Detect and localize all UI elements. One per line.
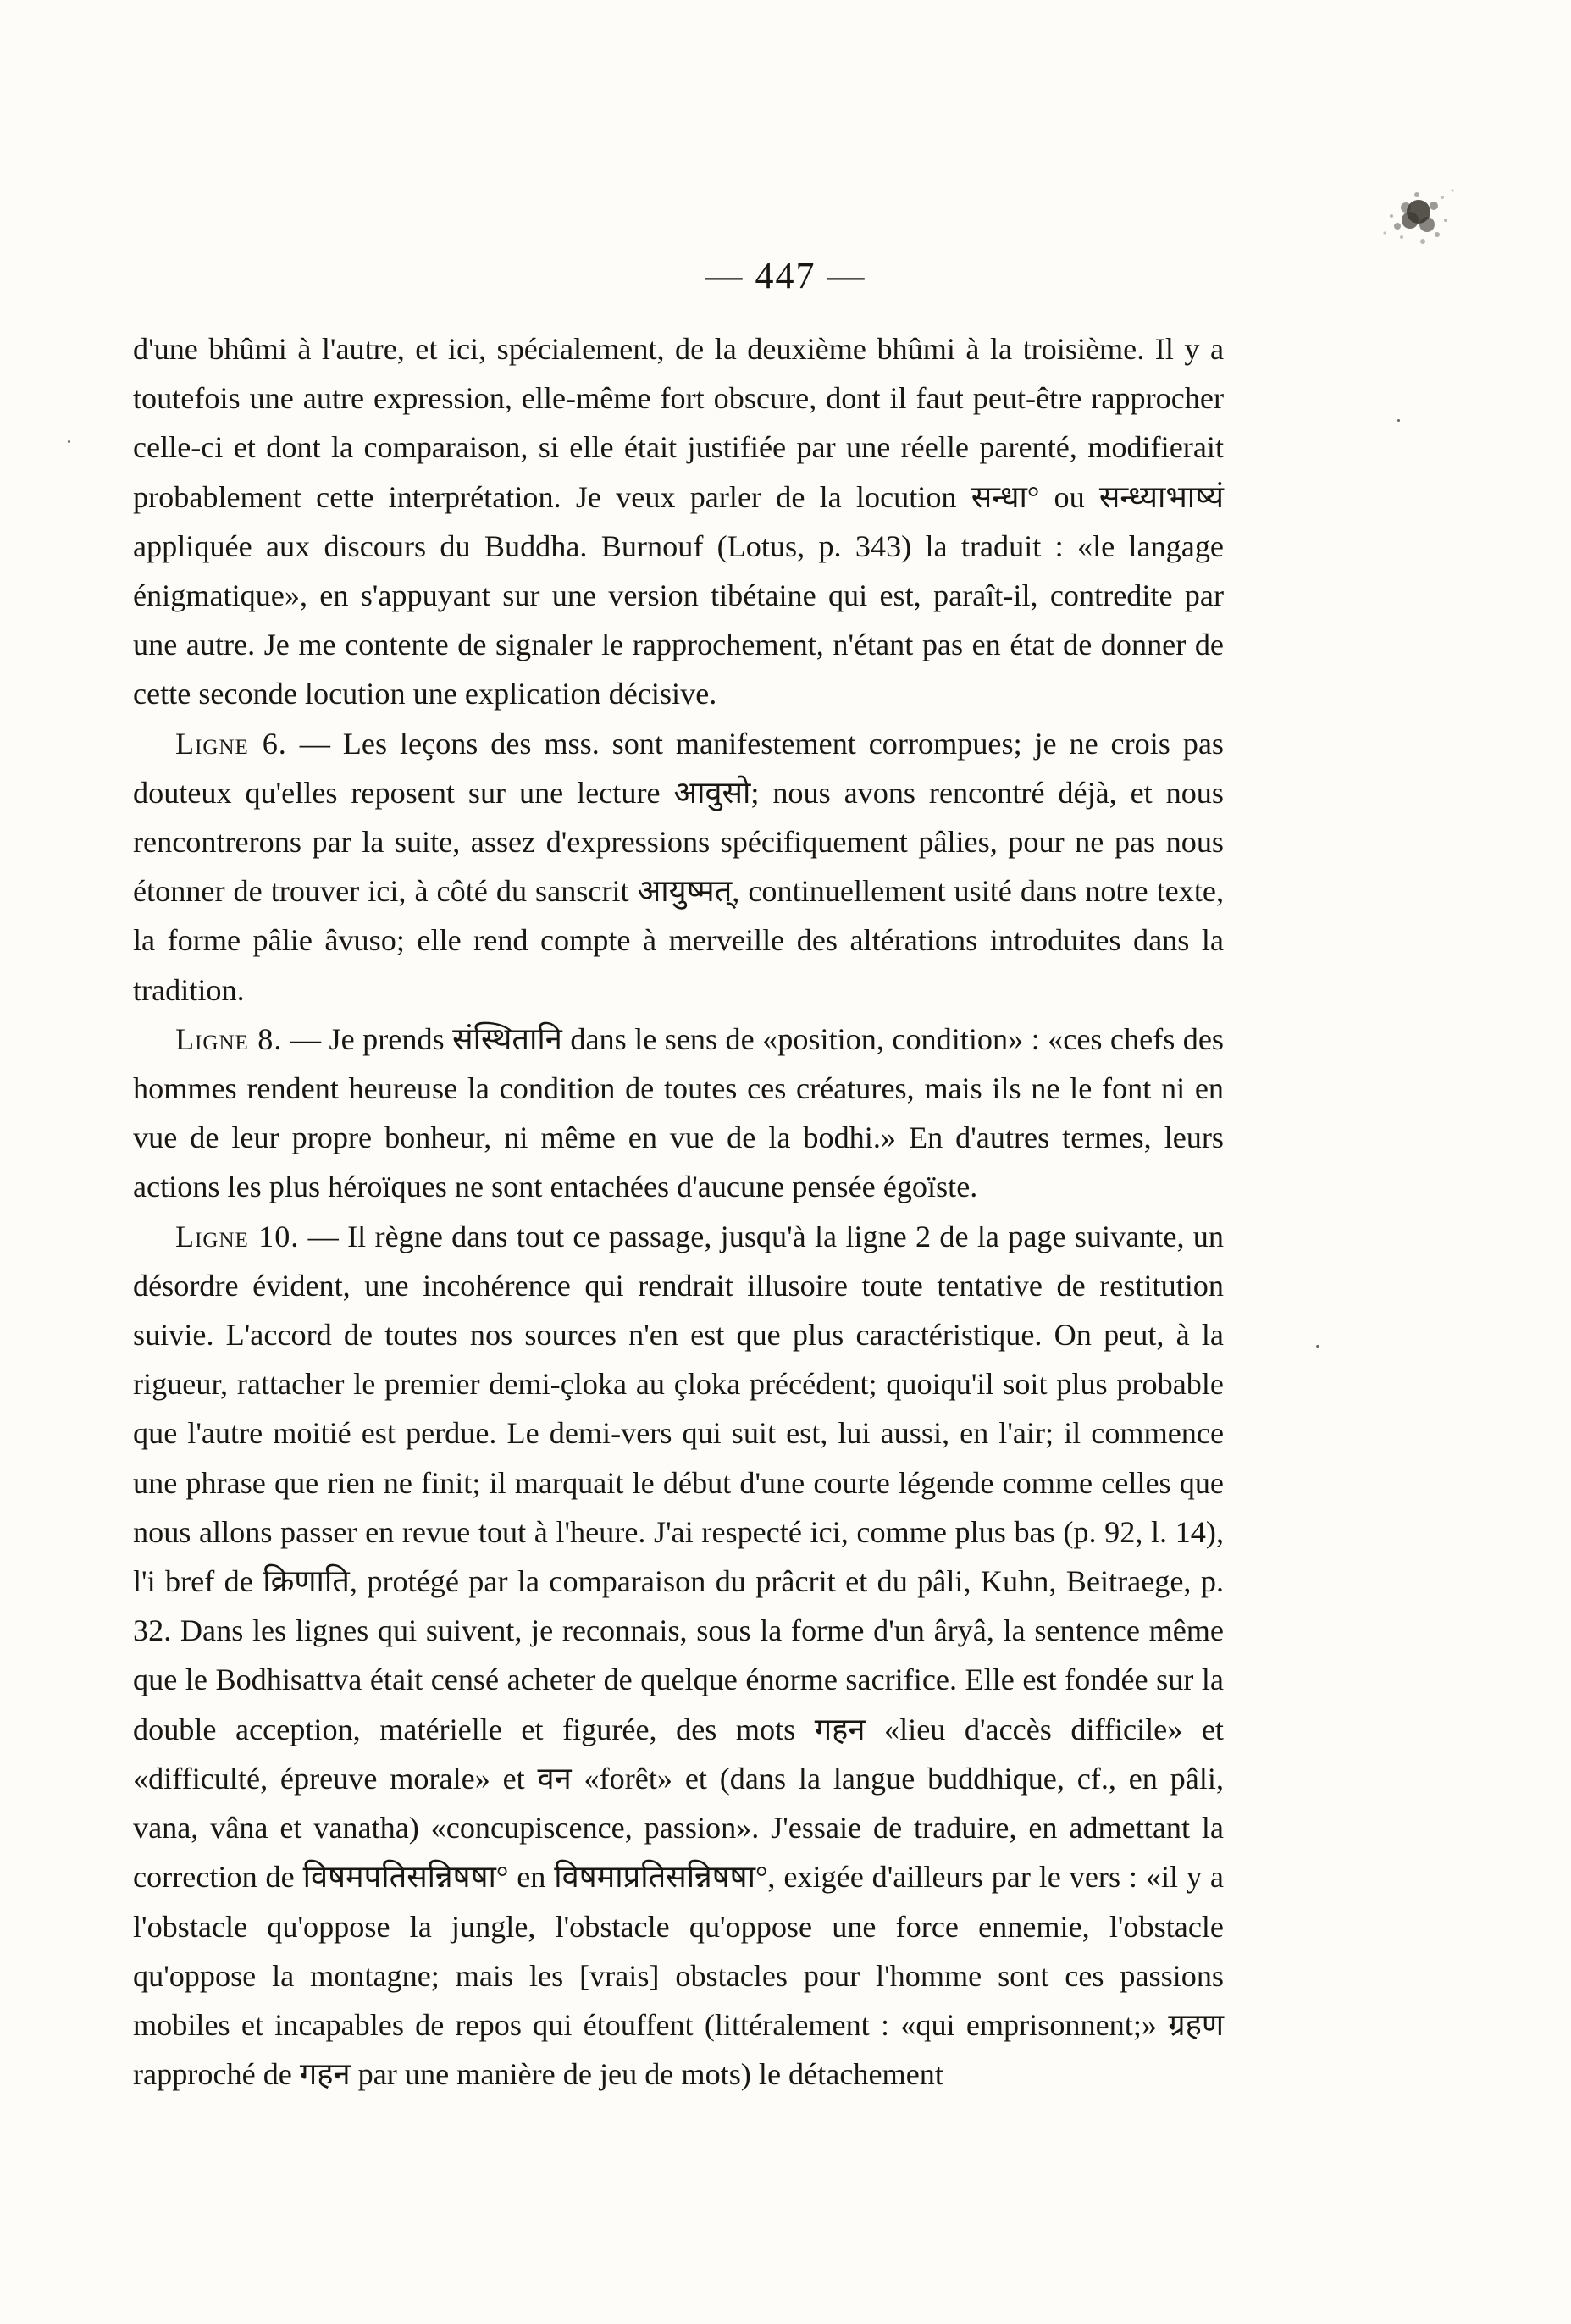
paragraph-text: — Je prends संस्थितानि dans le sens de «position, condition» : «ces chefs des hommes rendent heureuse la condition de toutes ces créatures, mais ils ne le font ni en vue de leur propre bonheur, ni même en vue de la bodhi.» En d'autres termes, leurs actions les plus héroïques ne sont entachées d'aucune pensée égoïste. xyxy=(133,1021,1224,1204)
stray-mark xyxy=(68,440,70,443)
stray-mark xyxy=(1316,1345,1319,1348)
ink-blot-mark xyxy=(1368,174,1461,267)
line-label: Ligne 8. xyxy=(175,1021,283,1056)
paragraph-text: d'une bhûmi à l'autre, et ici, spécialement, de la deuxième bhûmi à la troisième. Il y a toutefois une autre expression, elle-même fort obscure, dont il faut peut-être rapprocher celle-ci et dont la comparaison, si elle était justifiée par une réelle parenté, modifierait probablement cette interprétation. Je veux parler de la locution सन्धा° ou सन्ध्याभाष्यं appliquée aux discours du Buddha. Burnouf (Lotus, p. 343) la traduit : «le langage énigmatique», en s'appuyant sur une version tibétaine qui est, paraît-il, contredite par une autre. Je me contente de signaler le rapprochement, n'étant pas en état de donner de cette seconde locution une explication décisive. xyxy=(133,332,1224,711)
paragraph-text: — Il règne dans tout ce passage, jusqu'à la ligne 2 de la page suivante, un désordre évident, une incohérence qui rendrait illusoire toute tentative de restitution suivie. L'accord de toutes nos sources n'en est que plus caractéristique. On peut, à la rigueur, rattacher le premier demi-çloka au çloka précédent; quoiqu'il soit plus probable que l'autre moitié est perdue. Le demi-vers qui suit est, lui aussi, en l'air; il commence une phrase que rien ne finit; il marquait le début d'une courte légende comme celles que nous allons passer en revue tout à l'heure. J'ai respecté ici, comme plus bas (p. 92, l. 14), l'i bref de क्रिणाति, protégé par la comparaison du prâcrit et du pâli, Kuhn, Beitraege, p. 32. Dans les lignes qui suivent, je reconnais, sous la forme d'un âryâ, la sentence même que le Bodhisattva était censé acheter de quelque énorme sacrifice. Elle est fondée sur la double acception, matérielle et figurée, des mots गहन «lieu d'accès difficile» et «difficulté, épreuve morale» et वन «forêt» et (dans la langue buddhique, cf., en pâli, vana, vâna et vanatha) «concupiscence, passion». J'essaie de traduire, en admettant la correction de विषमपतिसन्निषषा° en विषमाप्रतिसन्निषषा°, exigée d'ailleurs par le vers : «il y a l'obstacle qu'oppose la jungle, l'obstacle qu'oppose une force ennemie, l'obstacle qu'oppose la montagne; mais les [vrais] obstacles pour l'homme sont ces passions mobiles et incapables de repos qui étouffent (littéralement : «qui emprisonnent;» ग्रहण rapproché de गहन par une manière de jeu de mots) le détachement xyxy=(133,1219,1224,2092)
line-label: Ligne 10. xyxy=(175,1219,300,1253)
paragraph-text: — Les leçons des mss. sont manifestement corrompues; je ne crois pas douteux qu'elles reposent sur une lecture आवुसो; nous avons rencontré déjà, et nous rencontrerons par la suite, assez d'expressions spécifiquement pâlies, pour ne pas nous étonner de trouver ici, à côté du sanscrit आयुष्मत्, continuellement usité dans notre texte, la forme pâlie âvuso; elle rend compte à merveille des altérations introduites dans la tradition. xyxy=(133,726,1224,1007)
paragraph-bhumi xyxy=(133,324,1224,719)
paragraph-ligne-10 xyxy=(133,1212,1224,2100)
page-number: — 447 — xyxy=(705,255,866,296)
line-label: Ligne 6. xyxy=(175,726,287,761)
body-text xyxy=(133,324,1224,2099)
paragraph-ligne-8 xyxy=(133,1015,1224,1212)
paragraph-ligne-6 xyxy=(133,719,1224,1015)
stray-mark xyxy=(1397,419,1400,422)
